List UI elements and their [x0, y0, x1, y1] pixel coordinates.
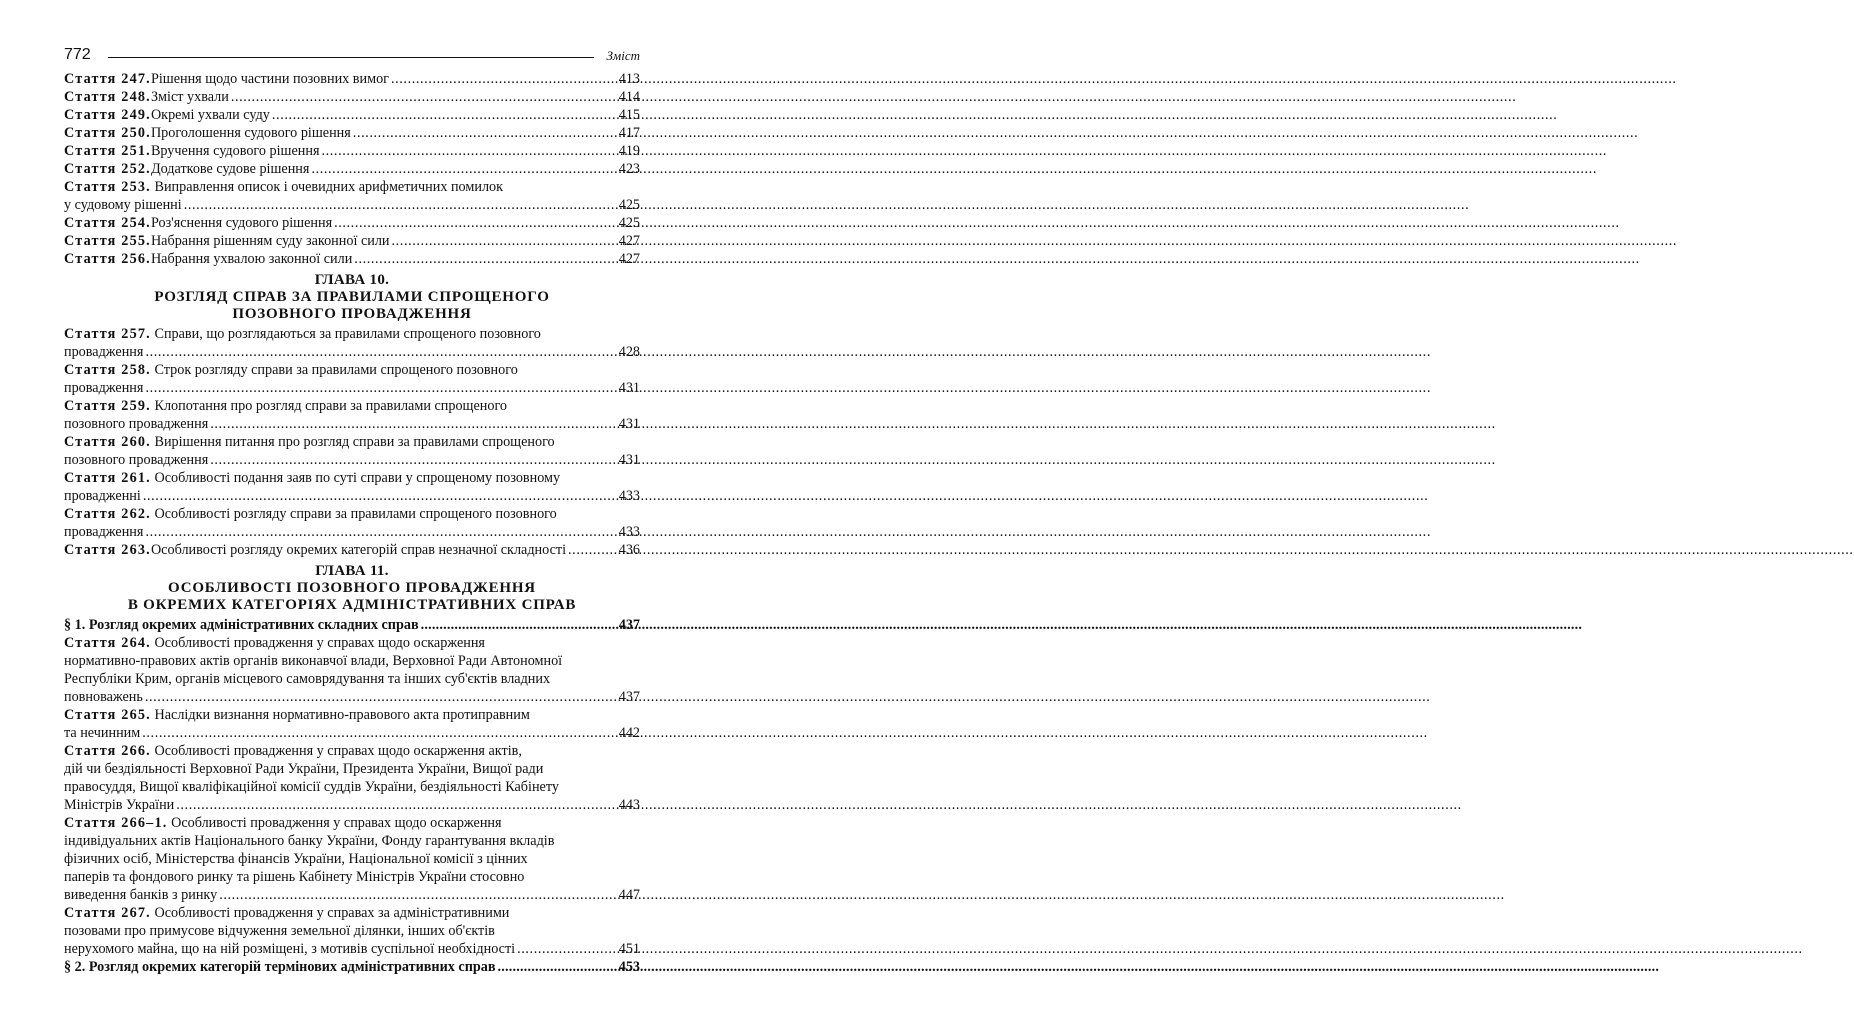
- toc-row: [64, 379, 640, 397]
- toc-row: [64, 724, 640, 742]
- entry-text: Клопотання про розгляд справи за правилами спрощеного: [154, 398, 508, 414]
- entry-line: [64, 433, 640, 451]
- entry-text: нормативно-правових актів органів виконавчої влади, Верховної Ради Автономної: [64, 653, 563, 669]
- toc-entry: [64, 361, 640, 397]
- document-page: [0, 0, 704, 1024]
- entry-text: паперів та фондового ринку та рішень Кабінету Міністрів України стосовно: [64, 869, 525, 885]
- dot-leader: [334, 214, 617, 232]
- entry-text: провадження: [64, 524, 144, 540]
- toc-row: [64, 451, 640, 469]
- section-title: § 2. Розгляд окремих категорій термінових адміністративних справ: [64, 959, 496, 975]
- entry-text: Особливості провадження у справах щодо оскарження: [154, 635, 485, 651]
- page-number: 772: [64, 46, 91, 63]
- toc-entry: [64, 505, 640, 541]
- toc-row: [64, 70, 640, 88]
- header-rule: [108, 57, 594, 58]
- section-heading: [64, 616, 640, 634]
- entry-line: [64, 868, 640, 886]
- entry-text: Набрання рішенням суду законної сили: [150, 233, 390, 249]
- dot-leader: [391, 70, 617, 88]
- entry-text: Особливості розгляду окремих категорій справ незначної складності: [150, 542, 567, 558]
- dot-leader: [517, 940, 617, 958]
- page-ref: 437: [618, 617, 640, 633]
- dot-leader: [498, 958, 617, 976]
- dot-leader: [145, 379, 616, 397]
- page-ref: 436: [618, 542, 640, 558]
- toc-row: [64, 886, 640, 904]
- entry-line: [64, 742, 640, 760]
- entry-text: позовами про примусове відчуження земельної ділянки, інших об'єктів: [64, 923, 495, 939]
- toc-entry: [64, 142, 640, 160]
- article-label: Стаття 265.: [64, 707, 151, 723]
- section-heading: [64, 958, 640, 976]
- article-label: Стаття 247.: [64, 71, 151, 87]
- toc-entry: [64, 904, 640, 958]
- article-label: Стаття 253.: [64, 179, 151, 195]
- toc-row: [64, 796, 640, 814]
- article-label: Стаття 266.: [64, 743, 151, 759]
- entry-text: Особливості провадження у справах щодо оскарження актів,: [154, 743, 522, 759]
- toc-entry: [64, 742, 640, 814]
- entry-text: Вирішення питання про розгляд справи за правилами спрощеного: [154, 434, 555, 450]
- entry-text: правосуддя, Вищої кваліфікаційної комісії суддів України, бездіяльності Кабінету: [64, 779, 559, 795]
- dot-leader: [231, 88, 617, 106]
- dot-leader: [143, 487, 617, 505]
- toc-row: [64, 124, 640, 142]
- toc-row: [64, 232, 640, 250]
- entry-line: [64, 397, 640, 415]
- toc-row: [64, 958, 640, 976]
- dot-leader: [142, 724, 616, 742]
- entry-text: повноважень: [64, 689, 143, 705]
- entry-text: Вручення судового рішення: [150, 143, 320, 159]
- toc-entry: [64, 70, 640, 88]
- page-ref: 425: [618, 215, 640, 231]
- chapter-heading: [64, 272, 640, 323]
- toc-row: [64, 616, 640, 634]
- chapter-heading: [64, 563, 640, 614]
- page-ref: 451: [618, 941, 640, 957]
- toc-entry: [64, 250, 640, 268]
- page-ref: 414: [618, 89, 640, 105]
- entry-line: [64, 904, 640, 922]
- toc-row: [64, 523, 640, 541]
- toc-entry: [64, 88, 640, 106]
- section-title: § 1. Розгляд окремих адміністративних складних справ: [64, 617, 419, 633]
- toc-row: [64, 940, 640, 958]
- toc-entry: [64, 232, 640, 250]
- chapter-title-line: РОЗГЛЯД СПРАВ ЗА ПРАВИЛАМИ СПРОЩЕНОГО: [154, 289, 550, 305]
- article-label: Стаття 258.: [64, 362, 151, 378]
- article-label: Стаття 251.: [64, 143, 151, 159]
- dot-leader: [145, 688, 617, 706]
- toc-entry: [64, 160, 640, 178]
- entry-text: Окремі ухвали суду: [150, 107, 270, 123]
- entry-text: Міністрів України: [64, 797, 175, 813]
- entry-line: [64, 670, 640, 688]
- table-of-contents: [64, 70, 640, 976]
- dot-leader: [321, 142, 616, 160]
- article-label: Стаття 259.: [64, 398, 151, 414]
- article-label: Стаття 255.: [64, 233, 151, 249]
- article-label: Стаття 252.: [64, 161, 151, 177]
- entry-line: [64, 706, 640, 724]
- entry-line: [64, 760, 640, 778]
- entry-line: [64, 469, 640, 487]
- page-ref: 427: [618, 251, 640, 267]
- toc-row: [64, 541, 640, 559]
- toc-entry: [64, 397, 640, 433]
- page-ref: 437: [618, 689, 640, 705]
- toc-row: [64, 250, 640, 268]
- entry-text: та нечинним: [64, 725, 141, 741]
- toc-entry: [64, 814, 640, 904]
- entry-text: Особливості провадження у справах щодо оскарження: [171, 815, 502, 831]
- entry-line: [64, 814, 640, 832]
- dot-leader: [421, 616, 617, 634]
- dot-leader: [210, 451, 616, 469]
- dot-leader: [219, 886, 617, 904]
- page-ref: 427: [618, 233, 640, 249]
- page-ref: 417: [618, 125, 640, 141]
- page-ref: 443: [618, 797, 640, 813]
- dot-leader: [176, 796, 616, 814]
- dot-leader: [392, 232, 617, 250]
- chapter-title-line: В ОКРЕМИХ КАТЕГОРІЯХ АДМІНІСТРАТИВНИХ СПРАВ: [127, 597, 577, 613]
- toc-entry: [64, 433, 640, 469]
- toc-row: [64, 415, 640, 433]
- entry-text: Роз'яснення судового рішення: [150, 215, 333, 231]
- entry-text: Особливості подання заяв по суті справи у спрощеному позовному: [154, 470, 561, 486]
- entry-text: позовного провадження: [64, 452, 209, 468]
- toc-entry: [64, 124, 640, 142]
- toc-row: [64, 196, 640, 214]
- chapter-title-line: ПОЗОВНОГО ПРОВАДЖЕННЯ: [232, 306, 472, 322]
- entry-line: [64, 634, 640, 652]
- entry-text: у судовому рішенні: [64, 197, 182, 213]
- article-label: Стаття 266–1.: [64, 815, 168, 831]
- entry-text: Справи, що розглядаються за правилами спрощеного позовного: [154, 326, 541, 342]
- page-ref: 423: [618, 161, 640, 177]
- article-label: Стаття 254.: [64, 215, 151, 231]
- toc-entry: [64, 325, 640, 361]
- entry-line: [64, 652, 640, 670]
- entry-text: дій чи бездіяльності Верховної Ради України, Президента України, Вищої ради: [64, 761, 544, 777]
- article-label: Стаття 249.: [64, 107, 151, 123]
- entry-line: [64, 505, 640, 523]
- entry-text: індивідуальних актів Національного банку України, Фонду гарантування вкладів: [64, 833, 555, 849]
- entry-line: [64, 325, 640, 343]
- chapter-number: ГЛАВА 10.: [314, 272, 390, 288]
- toc-entry: [64, 541, 640, 559]
- entry-text: нерухомого майна, що на ній розміщені, з мотивів суспільної необхідності: [64, 941, 516, 957]
- toc-row: [64, 688, 640, 706]
- entry-line: [64, 922, 640, 940]
- entry-text: Строк розгляду справи за правилами спрощеного позовного: [154, 362, 518, 378]
- toc-row: [64, 160, 640, 178]
- dot-leader: [311, 160, 616, 178]
- dot-leader: [145, 343, 616, 361]
- entry-text: Набрання ухвалою законної сили: [150, 251, 353, 267]
- entry-text: Республіки Крим, органів місцевого самоврядування та інших суб'єктів владних: [64, 671, 551, 687]
- page-ref: 415: [618, 107, 640, 123]
- chapter-number: ГЛАВА 11.: [315, 563, 389, 579]
- article-label: Стаття 256.: [64, 251, 151, 267]
- dot-leader: [354, 250, 616, 268]
- page-ref: 419: [618, 143, 640, 159]
- page-ref: 433: [618, 488, 640, 504]
- entry-text: позовного провадження: [64, 416, 209, 432]
- entry-text: провадження: [64, 380, 144, 396]
- toc-row: [64, 88, 640, 106]
- toc-entry: [64, 469, 640, 505]
- page-ref: 425: [618, 197, 640, 213]
- entry-line: [64, 361, 640, 379]
- running-title: Зміст: [606, 48, 640, 63]
- entry-line: [64, 778, 640, 796]
- toc-entry: [64, 178, 640, 214]
- article-label: Стаття 262.: [64, 506, 151, 522]
- toc-entry: [64, 634, 640, 706]
- toc-row: [64, 214, 640, 232]
- article-label: Стаття 264.: [64, 635, 151, 651]
- entry-text: Зміст ухвали: [150, 89, 229, 105]
- entry-text: провадженні: [64, 488, 141, 504]
- page-ref: 428: [618, 344, 640, 360]
- entry-text: Наслідки визнання нормативно-правового акта протиправним: [154, 707, 530, 723]
- toc-row: [64, 106, 640, 124]
- article-label: Стаття 261.: [64, 470, 151, 486]
- article-label: Стаття 250.: [64, 125, 151, 141]
- entry-text: виведення банків з ринку: [64, 887, 218, 903]
- page-ref: 431: [618, 416, 640, 432]
- entry-line: [64, 178, 640, 196]
- dot-leader: [568, 541, 617, 559]
- entry-line: [64, 850, 640, 868]
- toc-row: [64, 343, 640, 361]
- entry-text: Додаткове судове рішення: [150, 161, 310, 177]
- entry-line: [64, 832, 640, 850]
- toc-row: [64, 142, 640, 160]
- page-ref: 447: [618, 887, 640, 903]
- entry-text: фізичних осіб, Міністерства фінансів України, Національної комісії з цінних: [64, 851, 528, 867]
- page-ref: 453: [618, 959, 640, 975]
- article-label: Стаття 263.: [64, 542, 151, 558]
- page-ref: 413: [618, 71, 640, 87]
- article-label: Стаття 257.: [64, 326, 151, 342]
- entry-text: Рішення щодо частини позовних вимог: [150, 71, 389, 87]
- dot-leader: [353, 124, 617, 142]
- entry-text: Виправлення описок і очевидних арифметичних помилок: [154, 179, 504, 195]
- toc-entry: [64, 106, 640, 124]
- article-label: Стаття 260.: [64, 434, 151, 450]
- dot-leader: [210, 415, 616, 433]
- toc-entry: [64, 706, 640, 742]
- page-ref: 442: [618, 725, 640, 741]
- page-ref: 433: [618, 524, 640, 540]
- article-label: Стаття 248.: [64, 89, 151, 105]
- page-header: [64, 46, 640, 68]
- page-ref: 431: [618, 452, 640, 468]
- entry-text: Проголошення судового рішення: [150, 125, 351, 141]
- chapter-title-line: ОСОБЛИВОСТІ ПОЗОВНОГО ПРОВАДЖЕННЯ: [168, 580, 536, 596]
- toc-row: [64, 487, 640, 505]
- entry-text: Особливості розгляду справи за правилами спрощеного позовного: [154, 506, 557, 522]
- toc-entry: [64, 214, 640, 232]
- entry-text: Особливості провадження у справах за адміністративними: [154, 905, 510, 921]
- entry-text: провадження: [64, 344, 144, 360]
- article-label: Стаття 267.: [64, 905, 151, 921]
- dot-leader: [184, 196, 617, 214]
- dot-leader: [145, 523, 616, 541]
- dot-leader: [272, 106, 617, 124]
- page-ref: 431: [618, 380, 640, 396]
